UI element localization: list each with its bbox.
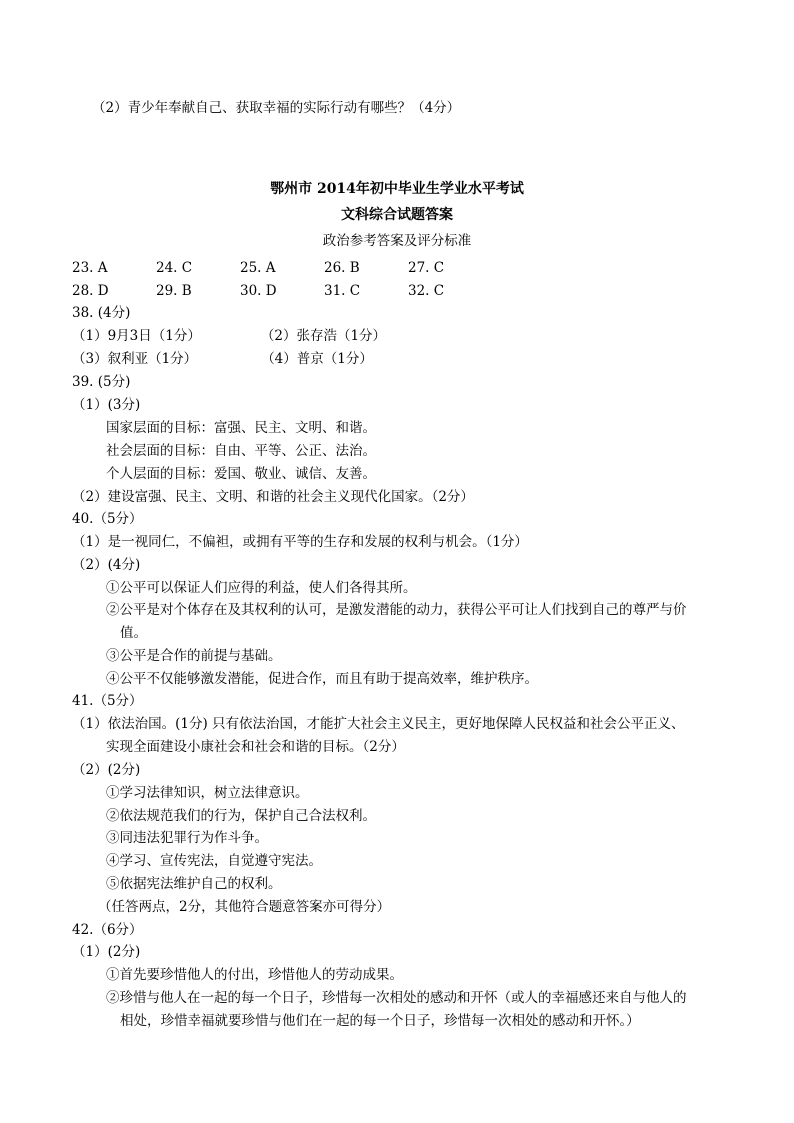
q42-item: ②珍惜与他人在一起的每一个日子，珍惜每一次相处的感动和开怀（或人的幸福感还来自与他人的 (106, 990, 687, 1006)
q41-item: ③同违法犯罪行为作斗争。 (106, 830, 268, 846)
q42-item-cont: 相处，珍惜幸福就要珍惜与他们在一起的每一个日子，珍惜每一次相处的感动和开怀。） (120, 1013, 640, 1029)
mc-answer: 31. C (324, 283, 361, 299)
q40-heading: 40.（5分） (72, 511, 143, 527)
q41-item: ①学习法律知识，树立法律意识。 (106, 785, 309, 801)
q39-line: 个人层面的目标：爱国、敬业、诚信、友善。 (106, 466, 376, 482)
q39-part1: （1）(3分) (72, 397, 141, 413)
mc-answer: 29. B (156, 283, 192, 299)
q41-item: ⑤依据宪法维护自己的权利。 (106, 876, 282, 892)
q41-part2: （2）(2分) (72, 762, 141, 778)
q38-answer-row (72, 327, 386, 345)
q40-item: ③公平是合作的前提与基础。 (106, 648, 282, 664)
q39-part2: （2）建设富强、民主、文明、和谐的社会主义现代化国家。（2分） (72, 489, 474, 505)
q38-heading: 38. (4分) (72, 305, 131, 321)
section-title: 政治参考答案及评分标准 (322, 233, 472, 249)
exam-subtitle: 文科综合试题答案 (341, 207, 453, 223)
q41-heading: 41.（5分） (72, 693, 143, 709)
q40-item-cont: 值。 (120, 625, 147, 641)
q41-part1-cont: 实现全面建设小康社会和社会和谐的目标。（2分） (106, 739, 405, 755)
q40-item: ②公平是对个体存在及其权利的认可，是激发潜能的动力，获得公平可让人们找到自己的尊严与价 (106, 602, 687, 618)
mc-answer: 32. C (408, 283, 445, 299)
q41-item: ④学习、宣传宪法，自觉遵守宪法。 (106, 853, 322, 869)
q41-part1: （1）依法治国。(1分) 只有依法治国，才能扩大社会主义民主，更好地保障人民权益和社会公平正义、 (72, 716, 685, 732)
mc-answer: 23. A (72, 260, 108, 276)
q38-answer: （2）张存浩（1分） (260, 328, 387, 344)
q39-heading: 39. (5分) (72, 374, 131, 390)
q38-answer: （1）9月3日（1分） (72, 328, 201, 344)
mc-answer: 25. A (240, 260, 276, 276)
q39-line: 国家层面的目标：富强、民主、文明、和谐。 (106, 420, 376, 436)
q41-note: （任答两点，2分，其他符合题意答案亦可得分） (98, 899, 391, 915)
q38-answer: （3）叙利亚（1分） (72, 351, 198, 367)
q42-part1: （1）(2分) (72, 944, 141, 960)
q38-answer-row (72, 350, 373, 368)
q40-part1: （1）是一视同仁，不偏袒，或拥有平等的生存和发展的权利与机会。（1分） (72, 534, 528, 550)
q40-item: ④公平不仅能够激发潜能，促进合作，而且有助于提高效率，维护秩序。 (106, 671, 538, 687)
mc-answer: 30. D (240, 283, 277, 299)
q40-item: ①公平可以保证人们应得的利益，使人们各得其所。 (106, 580, 417, 596)
top-question: （2）青少年奉献自己、获取幸福的实际行动有哪些？（4分） (92, 100, 461, 116)
q39-line: 社会层面的目标：自由、平等、公正、法治。 (106, 443, 376, 459)
q42-item: ①首先要珍惜他人的付出，珍惜他人的劳动成果。 (106, 967, 403, 983)
q40-part2: （2）(4分) (72, 557, 141, 573)
mc-answer: 24. C (156, 260, 193, 276)
mc-answer: 27. C (408, 260, 445, 276)
mc-answer-row (72, 282, 492, 300)
q38-answer: （4）普京（1分） (261, 351, 373, 367)
mc-answer-row (72, 259, 492, 277)
mc-answer: 28. D (72, 283, 109, 299)
exam-title: 鄂州市 2014年初中毕业生学业水平考试 (270, 181, 524, 197)
q41-item: ②依法规范我们的行为，保护自己合法权利。 (106, 808, 376, 824)
q42-heading: 42.（6分） (72, 922, 143, 938)
mc-answer: 26. B (324, 260, 360, 276)
